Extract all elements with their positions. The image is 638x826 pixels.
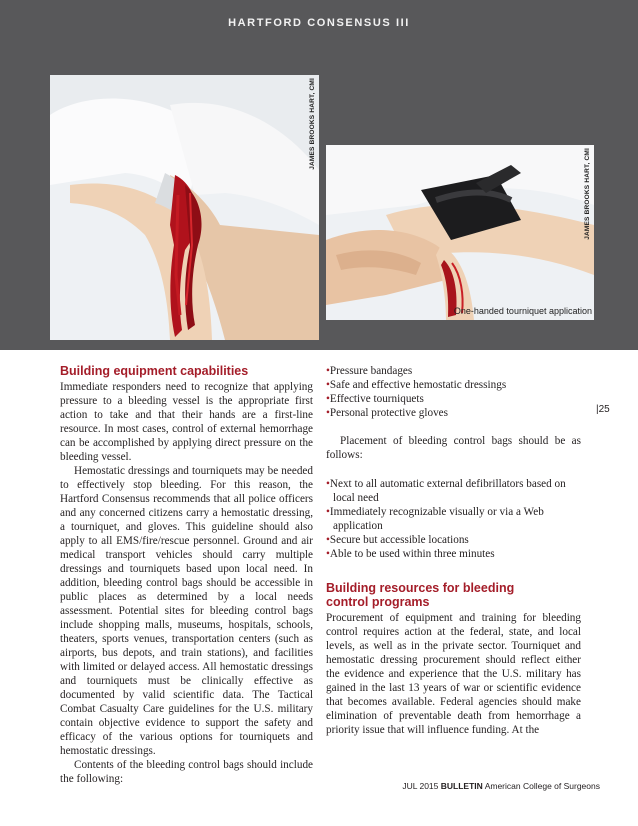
placement-list <box>326 477 581 561</box>
list-item: •Safe and effective hemostatic dressings <box>326 379 507 391</box>
paragraph-procurement: Procurement of equipment and training for bleeding control requires action at the federal, state, and local levels, as well as in the private sector. Tourniquet and hemostatic dressing procurement should reflect either the evidence and experience that the U.S. military has gained in the last 13 years of war or scientific evidence that becomes available. Federal agencies should make elimination of preventable death from hemorrhage a priority issue that will influence funding. At the <box>326 612 581 736</box>
paragraph-hemostatic-dressings: Hemostatic dressings and tourniquets may be needed to effectively stop bleeding. For this reason, the Hartford Consensus recommends that all police officers and any concerned citizens carry a hemostatic dressing, a tourniquet, and gloves. This guideline should also apply to all EMS/fire/rescue personnel. Ground and air medical transport vehicles should carry multiple dressings and tourniquets based upon local need. In addition, bleeding control bags should be accessible in public places as determined by a local needs assessment. Potential sites for bleeding control bags include shopping malls, museums, hospitals, schools, theaters, sports venues, transportation centers (such as airports, bus depots, and train stations), and facilities with limited or delayed access. All hemostatic dressings and tourniquets must be clinically effective as documented by valid scientific data. The Tactical Combat Casualty Care guidelines for the U.S. military contain objective evidence to support the safety and efficacy of the various options for tourniquets and hemostatic dressings. <box>60 465 313 757</box>
bullet-icon: • <box>326 379 330 391</box>
bullet-icon: • <box>326 365 330 377</box>
bullet-icon: • <box>326 548 330 560</box>
list-item: •Next to all automatic external defibrillators based on local need <box>326 478 566 504</box>
paragraph-bag-contents: Contents of the bleeding control bags should include the following: <box>60 759 313 785</box>
bullet-icon: • <box>326 506 330 518</box>
page-footer <box>402 781 600 791</box>
paragraph-immediate-responders: Immediate responders need to recognize that applying pressure to a bleeding vessel is the appropriate first action to take and that their hands are a first-line resource. In most cases, control of external hemorrhage can be accomplished by applying direct pressure on the bleeding vessel. <box>60 381 313 463</box>
footer-organization: American College of Surgeons <box>484 781 600 791</box>
illustration-bleeding-arm <box>50 75 319 340</box>
illustration-tourniquet-application <box>326 145 594 320</box>
footer-date: JUL 2015 <box>402 781 439 791</box>
list-item: •Personal protective gloves <box>326 407 448 419</box>
list-item: •Pressure bandages <box>326 365 413 377</box>
left-column <box>60 364 313 786</box>
list-item: •Immediately recognizable visually or via a Web application <box>326 506 544 532</box>
bag-contents-list <box>326 364 581 420</box>
photo-credit-left: JAMES BROOKS HART, CMI <box>309 78 316 170</box>
list-item: •Effective tourniquets <box>326 393 424 405</box>
tourniquet-arm-drawing <box>326 145 594 320</box>
running-header: HARTFORD CONSENSUS III <box>228 17 410 29</box>
footer-bulletin: BULLETIN <box>440 781 483 791</box>
bullet-icon: • <box>326 393 330 405</box>
section-heading-resources: Building resources for bleeding control programs <box>326 581 515 609</box>
page-number: |25 <box>596 404 610 415</box>
list-item: •Secure but accessible locations <box>326 534 469 546</box>
bullet-icon: • <box>326 407 330 419</box>
paragraph-placement-intro: Placement of bleeding control bags should be as follows: <box>326 435 581 461</box>
bullet-icon: • <box>326 534 330 546</box>
list-item: •Able to be used within three minutes <box>326 548 495 560</box>
photo-credit-right: JAMES BROOKS HART, CMI <box>584 148 591 240</box>
photo-caption: One-handed tourniquet application <box>453 306 592 316</box>
bleeding-arm-drawing <box>50 75 319 340</box>
section-heading-equipment: Building equipment capabilities <box>60 364 249 378</box>
right-column <box>326 364 581 737</box>
bullet-icon: • <box>326 478 330 490</box>
